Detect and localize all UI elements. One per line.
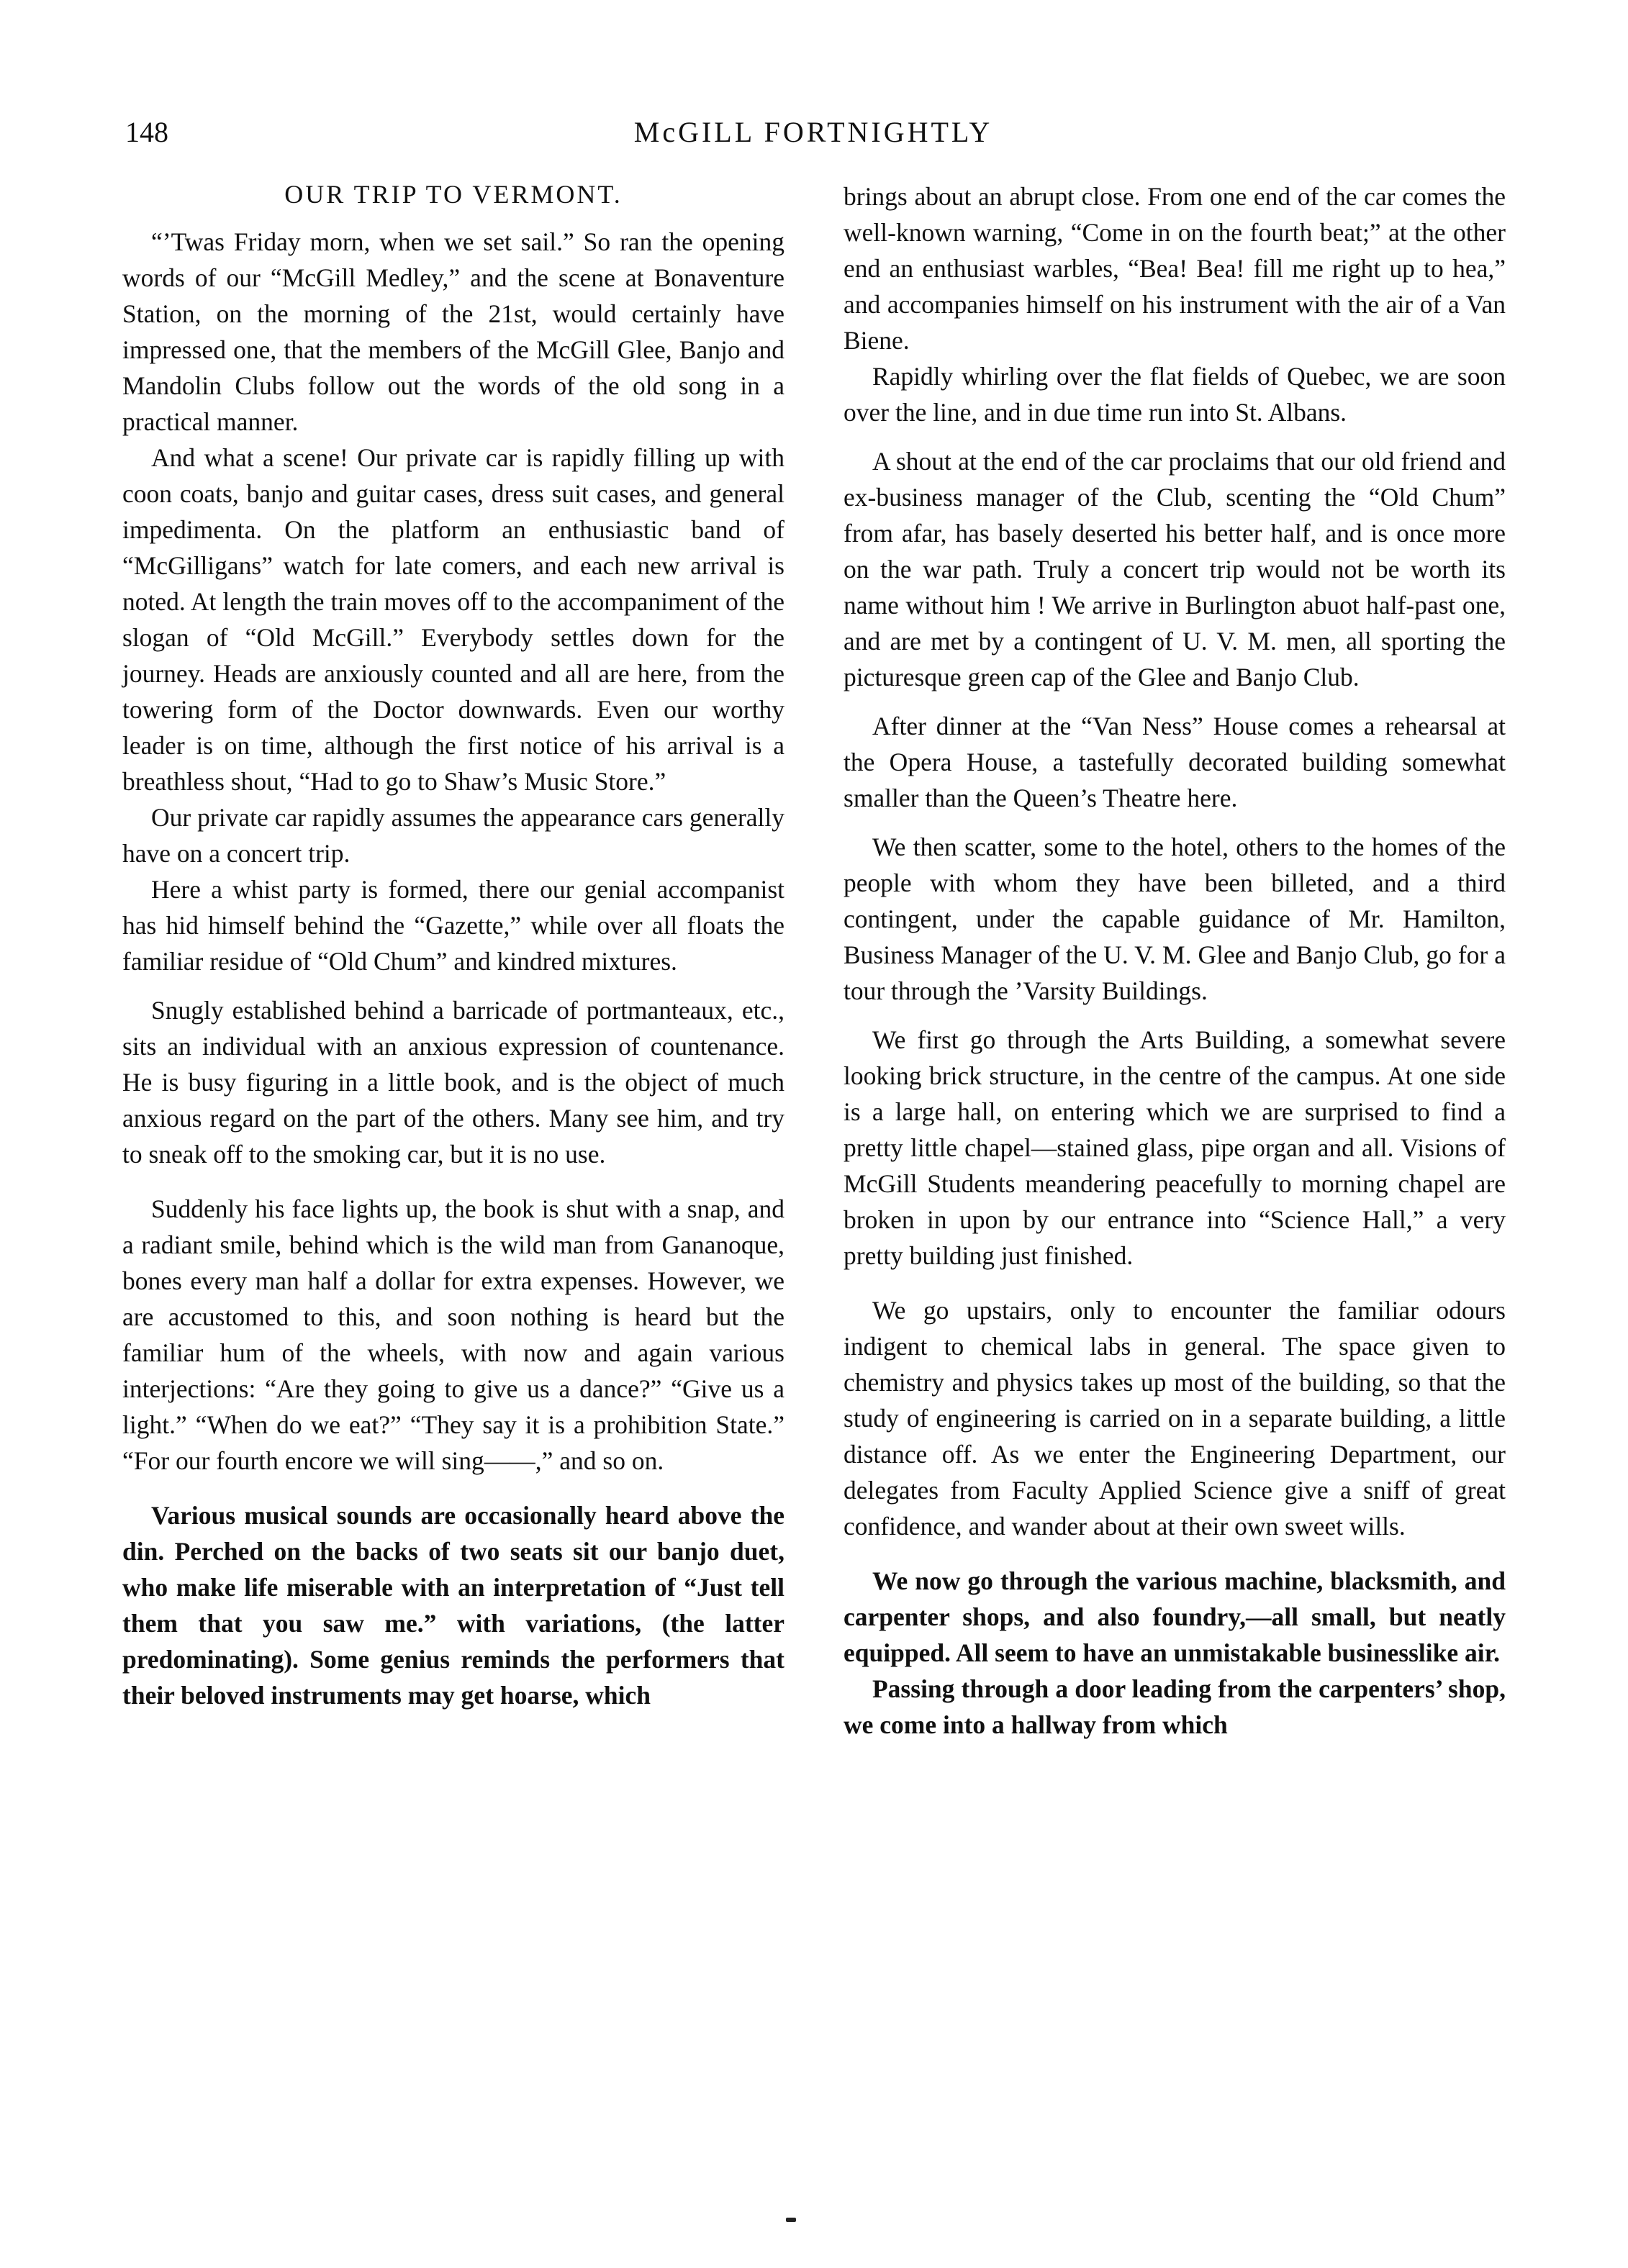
paragraph: Various musical sounds are occasionally heard above the din. Perched on the backs of two seats sit our banjo duet, who make life miserable with an interpretation of “Just tell them that you saw me.” with variations, (the latter predominating). Some genius reminds the performers that their beloved instruments may get hoarse, which (122, 1501, 784, 1710)
paragraph: After dinner at the “Van Ness” House comes a rehearsal at the Opera House, a tastefully decorated building somewhat smaller than the Queen’s Theatre here. (844, 712, 1506, 812)
left-column (122, 176, 784, 1713)
page-mark (786, 2218, 796, 2222)
paragraph: Our private car rapidly assumes the appearance cars generally have on a concert trip. (122, 803, 784, 868)
paragraph: brings about an abrupt close. From one end of the car comes the well-known warning, “Come in on the fourth beat;” at the other end an enthusiast warbles, “Bea! Bea! fill me right up to hea,” and accompanies himself on his instrument with the air of a Van Biene. (844, 182, 1506, 355)
right-column (844, 178, 1506, 1743)
paragraph: A shout at the end of the car proclaims that our old friend and ex-business manager of the Club, scenting the “Old Chum” from afar, has basely deserted his better half, and is once more on the war path. Truly a concert trip would not be worth its name without him ! We arrive in Burlington abuot half-past one, and are met by a contingent of U. V. M. men, all sporting the picturesque green cap of the Glee and Banjo Club. (844, 447, 1506, 691)
paragraph: And what a scene! Our private car is rapidly filling up with coon coats, banjo and guitar cases, dress suit cases, and general impedimenta. On the platform an enthusiastic band of “McGilligans” watch for late comers, and each new arrival is noted. At length the train moves off to the accompaniment of the slogan of “Old McGill.” Everybody settles down for the journey. Heads are anxiously counted and all are here, from the towering form of the Doctor downwards. Even our worthy leader is on time, although the first notice of his arrival is a breathless shout, “Had to go to Shaw’s Music Store.” (122, 443, 784, 796)
paragraph: “’Twas Friday morn, when we set sail.” So ran the opening words of our “McGill Medley,” and the scene at Bonaventure Station, on the morning of the 21st, would certainly have impressed one, that the members of the McGill Glee, Banjo and Mandolin Clubs follow out the words of the old song in a practical manner. (122, 227, 784, 436)
paragraph: We then scatter, some to the hotel, others to the homes of the people with whom they have been billeted, and a third contingent, under the capable guidance of Mr. Hamilton, Business Manager of the U. V. M. Glee and Banjo Club, go for a tour through the ’Varsity Buildings. (844, 833, 1506, 1005)
page-number: 148 (125, 116, 168, 148)
journal-title: McGILL FORTNIGHTLY (633, 116, 993, 148)
paragraph: Snugly established behind a barricade of portmanteaux, etc., sits an individual with an anxious expression of countenance. He is busy figuring in a little book, and is the object of much anxious regard on the part of the others. Many see him, and try to sneak off to the smoking car, but it is no use. (122, 996, 784, 1169)
paragraph: We first go through the Arts Building, a somewhat severe looking brick structure, in the centre of the campus. At one side is a large hall, on entering which we are surprised to find a pretty little chapel—stained glass, pipe organ and all. Visions of McGill Students meandering peacefully to morning chapel are broken in upon by our entrance into “Science Hall,” a very pretty building just finished. (844, 1025, 1506, 1270)
paragraph: We go upstairs, only to encounter the familiar odours indigent to chemical labs in general. The space given to chemistry and physics takes up most of the building, so that the study of engineering is carried on in a separate building, a little distance off. As we enter the Engineering Department, our delegates from Faculty Applied Science give a sniff of great confidence, and wander about at their own sweet wills. (844, 1296, 1506, 1541)
paragraph: Rapidly whirling over the flat fields of Quebec, we are soon over the line, and in due time run into St. Albans. (844, 362, 1506, 427)
running-head (122, 115, 1504, 158)
article-title: OUR TRIP TO VERMONT. (284, 180, 623, 209)
paragraph: We now go through the various machine, blacksmith, and carpenter shops, and also foundry,—all small, but neatly equipped. All seem to have an unmistakable businesslike air. (844, 1566, 1506, 1667)
paragraph: Passing through a door leading from the carpenters’ shop, we come into a hallway from which (844, 1674, 1506, 1739)
paragraph: Here a whist party is formed, there our genial accompanist has hid himself behind the “Gazette,” while over all floats the familiar residue of “Old Chum” and kindred mixtures. (122, 875, 784, 976)
paragraph: Suddenly his face lights up, the book is shut with a snap, and a radiant smile, behind which is the wild man from Gananoque, bones every man half a dollar for extra expenses. However, we are accustomed to this, and soon nothing is heard but the familiar hum of the wheels, with now and again various interjections: “Are they going to give us a dance?” “Give us a light.” “When do we eat?” “They say it is a prohibition State.” “For our fourth encore we will sing——,” and so on. (122, 1194, 784, 1475)
